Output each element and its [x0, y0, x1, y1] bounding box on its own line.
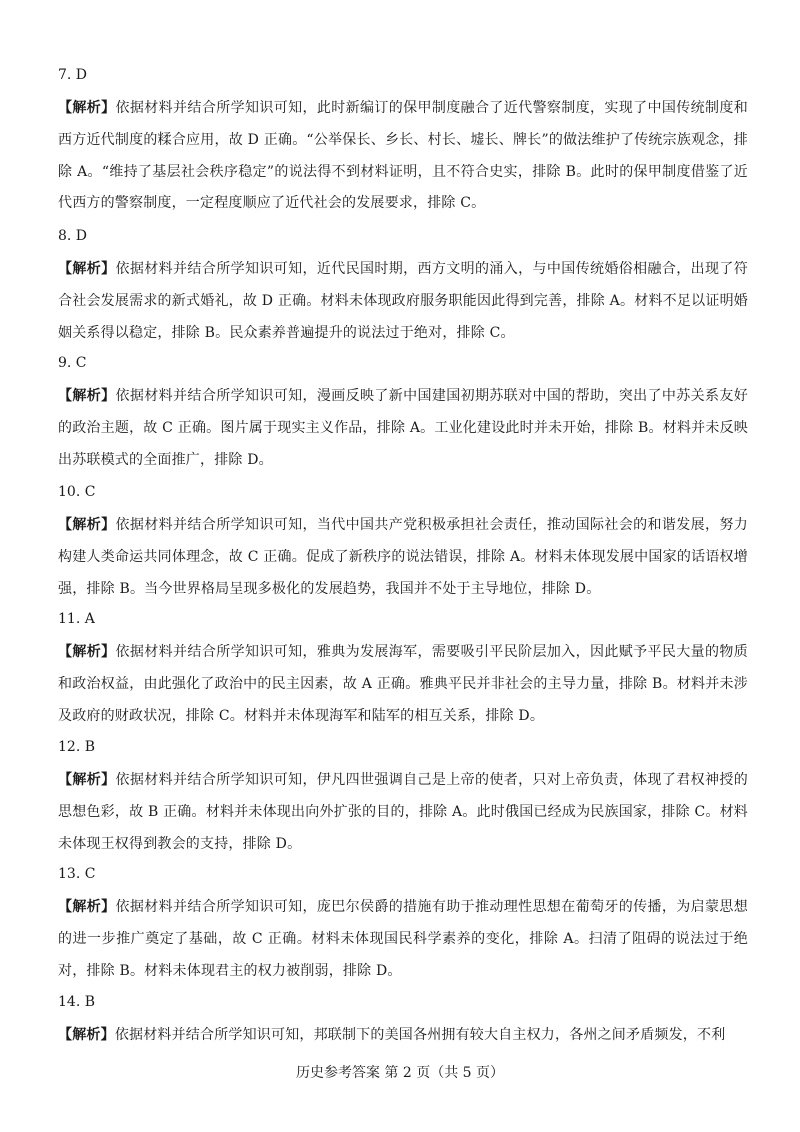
analysis-paragraph — [58, 892, 748, 987]
analysis-text: 依据材料并结合所学知识可知，雅典为发展海军，需要吸引平民阶层加入，因此赋予平民大量的物质和政治权益，由此强化了政治中的民主因素，故 A 正确。雅典平民并非社会的主导力量，排除 B。材料并未涉及政府的财政状况，排除 C。材料并未体现海军和陆军的相互关系，排除 D。 — [58, 644, 749, 724]
analysis-text: 依据材料并结合所学知识可知，邦联制下的美国各州拥有较大自主权力，各州之间矛盾频发，不利 — [114, 1027, 726, 1043]
question-number: 9. C — [58, 355, 87, 371]
question-8 — [58, 227, 748, 349]
question-7 — [58, 66, 748, 220]
analysis-text: 依据材料并结合所学知识可知，近代民国时期，西方文明的涌入，与中国传统婚俗相融合，出现了符合社会发展需求的新式婚礼，故 D 正确。材料未体现政府服务职能因此得到完善，排除 A。材料不足以证明婚姻关系得以稳定，排除 B。民众素养普遍提升的说法过于绝对，排除 C。 — [58, 261, 749, 341]
question-number: 8. D — [58, 228, 88, 244]
analysis-paragraph — [58, 510, 748, 605]
analysis-tag: 【解析】 — [58, 772, 116, 788]
question-11 — [58, 610, 748, 732]
question-9 — [58, 354, 748, 476]
analysis-paragraph — [58, 765, 748, 860]
analysis-tag: 【解析】 — [58, 261, 116, 277]
analysis-tag: 【解析】 — [58, 517, 116, 533]
analysis-paragraph — [58, 93, 748, 220]
page-footer: 历史参考答案 第 2 页（共 5 页） — [295, 1065, 505, 1081]
question-number: 12. B — [58, 739, 96, 755]
analysis-paragraph — [58, 381, 748, 476]
question-number: 7. D — [58, 67, 88, 83]
analysis-text: 依据材料并结合所学知识可知，当代中国共产党积极承担社会责任，推动国际社会的和谐发展，努力构建人类命运共同体理念，故 C 正确。促成了新秩序的说法错误，排除 A。材料未体现发展中国家的话语权增强，排除 B。当今世界格局呈现多极化的发展趋势，我国并不处于主导地位，排除 D。 — [58, 517, 749, 597]
question-number: 13. C — [58, 866, 96, 882]
question-12 — [58, 738, 748, 860]
analysis-text: 依据材料并结合所学知识可知，庞巴尔侯爵的措施有助于推动理性思想在葡萄牙的传播，为启蒙思想的进一步推广奠定了基础，故 C 正确。材料未体现国民科学素养的变化，排除 A。扫清了阻碍的说法过于绝对，排除 B。材料未体现君主的权力被削弱，排除 D。 — [58, 899, 749, 979]
analysis-text: 依据材料并结合所学知识可知，伊凡四世强调自己是上帝的使者，只对上帝负责，体现了君权神授的思想色彩，故 B 正确。材料并未体现出向外扩张的目的，排除 A。此时俄国已经成为民族国家，排除 C。材料未体现王权得到教会的支持，排除 D。 — [58, 772, 749, 852]
question-number: 14. B — [58, 994, 96, 1010]
question-13 — [58, 865, 748, 987]
question-number: 11. A — [58, 611, 95, 627]
question-number: 10. C — [58, 484, 96, 500]
analysis-paragraph — [58, 637, 748, 732]
analysis-text: 依据材料并结合所学知识可知，此时新编订的保甲制度融合了近代警察制度，实现了中国传统制度和西方近代制度的糅合应用，故 D 正确。“公举保长、乡长、村长、墟长、牌长”的做法维护了传统宗族观念，排除 A。“维持了基层社会秩序稳定”的说法得不到材料证明，且不符合史实，排除 B。此时的保甲制度借鉴了近代西方的警察制度，一定程度顺应了近代社会的发展要求，排除 C。 — [58, 100, 749, 212]
analysis-tag: 【解析】 — [58, 644, 116, 660]
analysis-tag: 【解析】 — [58, 899, 116, 915]
analysis-tag: 【解析】 — [58, 1027, 115, 1043]
analysis-text: 依据材料并结合所学知识可知，漫画反映了新中国建国初期苏联对中国的帮助，突出了中苏关系友好的政治主题，故 C 正确。图片属于现实主义作品，排除 A。工业化建设此时并未开始，排除 B。材料并未反映出苏联模式的全面推广，排除 D。 — [58, 388, 749, 468]
analysis-paragraph — [58, 1020, 748, 1052]
analysis-tag: 【解析】 — [58, 388, 116, 404]
analysis-paragraph — [58, 254, 748, 349]
analysis-tag: 【解析】 — [58, 100, 116, 116]
question-10 — [58, 483, 748, 605]
question-14 — [58, 993, 748, 1052]
